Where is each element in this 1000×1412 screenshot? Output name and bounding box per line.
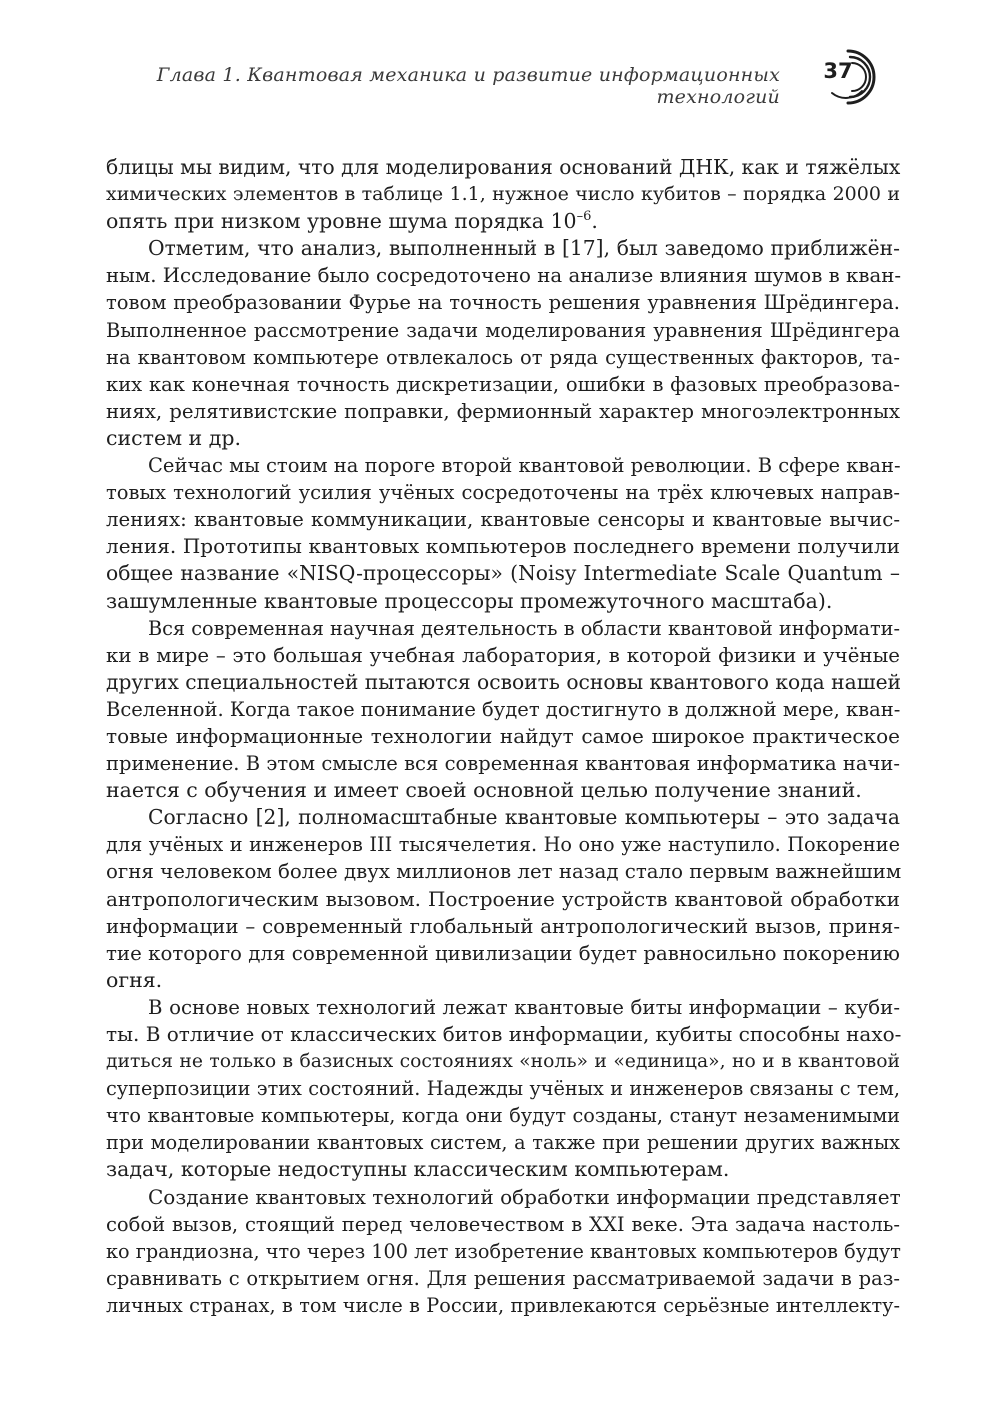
- text-line: товом преобразовании Фурье на точность решения уравнения Шрёдингера.: [106, 291, 900, 315]
- paragraph: [106, 615, 900, 805]
- text-line: на квантовом компьютере отвлекалось от ряда существенных факторов, та-: [106, 345, 900, 369]
- paragraph: [106, 1184, 900, 1319]
- exponent: –6: [576, 209, 592, 225]
- text-run: .: [591, 209, 598, 234]
- text-line: товых технологий усилия учёных сосредоточены на трёх ключевых направ-: [106, 481, 900, 505]
- page-number: 37: [823, 59, 853, 83]
- text-run: опять при низком уровне шума порядка 10: [106, 209, 577, 234]
- paragraph: [106, 154, 900, 235]
- text-line: диться не только в базисных состояниях «ноль» и «единица», но и в квантовой: [106, 1051, 900, 1073]
- text-line: других специальностей пытаются освоить основы квантового кода нашей: [106, 669, 902, 694]
- text-line: при моделировании квантовых систем, а также при решении других важных: [106, 1131, 900, 1155]
- text-line: ниях, релятивистские поправки, фермионный характер многоэлектронных: [106, 399, 900, 423]
- text-line: систем и др.: [106, 425, 242, 450]
- text-line: Сейчас мы стоим на пороге второй квантовой революции. В сфере кван-: [148, 454, 901, 478]
- text-line: Отметим, что анализ, выполненный в [17], был заведомо приближён-: [148, 236, 900, 261]
- text-line: что квантовые компьютеры, когда они будут созданы, станут незаменимыми: [106, 1104, 900, 1128]
- text-line: Вся современная научная деятельность в области квантовой информати-: [148, 616, 900, 640]
- text-line: блицы мы видим, что для моделирования оснований ДНК, как и тяжёлых: [106, 155, 901, 179]
- text-line: суперпозиции этих состояний. Надежды учёных и инженеров связаны с тем,: [106, 1077, 900, 1101]
- text-line: ным. Исследование было сосредоточено на анализе влияния шумов в кван-: [106, 264, 902, 288]
- text-line: ко грандиозна, что через 100 лет изобретение квантовых компьютеров будут: [106, 1239, 901, 1263]
- text-line: зашумленные квантовые процессоры промежуточного масштаба).: [106, 588, 833, 613]
- text-line: сравнивать с открытием огня. Для решения рассматриваемой задачи в раз-: [106, 1266, 900, 1290]
- text-line: огня.: [106, 967, 163, 992]
- text-line: Создание квантовых технологий обработки информации представляет: [148, 1184, 901, 1209]
- text-line: антропологическим вызовом. Построение устройств квантовой обработки: [106, 886, 900, 911]
- text-line: Вселенной. Когда такое понимание будет достигнуто в должной мере, кван-: [106, 697, 901, 721]
- paragraph: [106, 804, 900, 994]
- text-line: информации – современный глобальный антропологический вызов, приня-: [106, 914, 900, 938]
- paragraph: [106, 452, 900, 615]
- text-line: Согласно [2], полномасштабные квантовые компьютеры – это задача: [148, 805, 900, 830]
- body-text: [106, 154, 900, 1319]
- text-line: задач, которые недоступны классическим компьютерам.: [106, 1157, 730, 1182]
- paragraph: [106, 235, 900, 452]
- text-line: ки в мире – это большая учебная лаборатория, в которой физики и учёные: [106, 643, 900, 667]
- text-line: нается с обучения и имеет своей основной целью получение знаний.: [106, 778, 862, 803]
- text-line: для учёных и инженеров III тысячелетия. Но оно уже наступило. Покорение: [106, 833, 900, 857]
- text-line: Выполненное рассмотрение задачи моделирования уравнения Шрёдингера: [106, 318, 900, 342]
- text-line: ления. Прототипы квантовых компьютеров последнего времени получили: [106, 534, 900, 559]
- text-line: лениях: квантовые коммуникации, квантовые сенсоры и квантовые вычис-: [106, 508, 900, 532]
- text-line: огня человеком более двух миллионов лет назад стало первым важнейшим: [106, 860, 902, 884]
- text-line: товые информационные технологии найдут самое широкое практическое: [106, 723, 900, 748]
- page-number-badge: [812, 45, 876, 109]
- paragraph: [106, 994, 900, 1184]
- text-line: В основе новых технологий лежат квантовые биты информации – куби-: [148, 995, 900, 1019]
- text-line: ты. В отличие от классических битов информации, кубиты способны нахо-: [106, 1022, 902, 1046]
- text-line: тие которого для современной цивилизации будет равносильно покорению: [106, 941, 900, 965]
- running-head: Глава 1. Квантовая механика и развитие информационных технологий: [156, 64, 780, 108]
- text-line: применение. В этом смысле вся современная квантовая информатика начи-: [106, 752, 900, 776]
- text-line: химических элементов в таблице 1.1, нужное число кубитов – порядка 2000 и: [106, 183, 900, 206]
- text-line: [106, 208, 900, 235]
- text-line: ких как конечная точность дискретизации, ошибки в фазовых преобразова-: [106, 372, 900, 396]
- text-line: собой вызов, стоящий перед человечеством в XXI веке. Эта задача настоль-: [106, 1212, 900, 1236]
- text-line: общее название «NISQ-процессоры» (Noisy Intermediate Scale Quantum –: [106, 561, 900, 586]
- text-line: личных странах, в том числе в России, привлекаются серьёзные интеллекту-: [106, 1293, 900, 1317]
